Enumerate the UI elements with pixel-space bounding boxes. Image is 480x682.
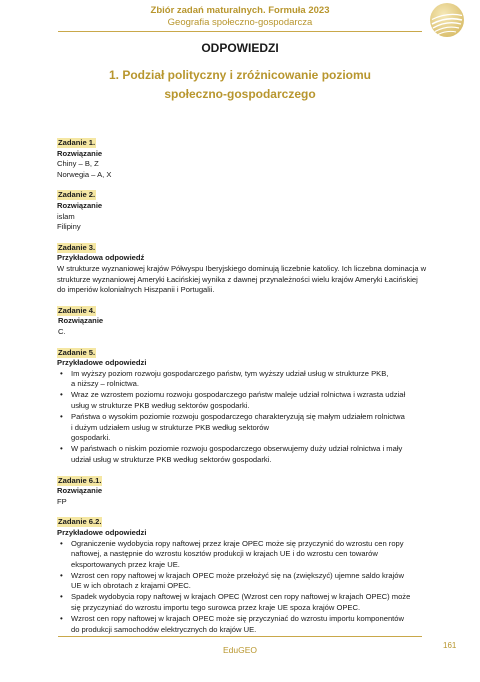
bullet-line: • Spadek wydobycia ropy naftowej w krajach OPEC (Wzrost cen ropy naftowej w krajach OPEC) może xyxy=(71,592,411,602)
section-title-line-1: 1. Podział polityczny i zróżnicowanie poziomu xyxy=(108,68,372,82)
bullet-line: • W państwach o niskim poziomie rozwoju gospodarczego obserwujemy duży udział rolnictwa i mały xyxy=(71,444,403,454)
bullet-item xyxy=(57,571,427,592)
bullet-line: UE w ich obrotach z krajami OPEC. xyxy=(71,581,191,591)
header-title: Zbiór zadań maturalnych. Formuła 2023 xyxy=(150,5,330,16)
page-header xyxy=(0,0,480,40)
bullet-line: eksportowanych przez kraje UE. xyxy=(71,559,180,569)
task-label: Zadanie 2. xyxy=(58,190,96,200)
bullet-item xyxy=(57,412,427,444)
task-3 xyxy=(57,243,427,296)
answer-line: FP xyxy=(57,496,67,506)
bullet-line: • Im wyższy poziom rozwoju gospodarczego państw, tym wyższy udział usług w strukturze PKB, xyxy=(71,368,389,378)
answer-line: islam xyxy=(57,211,75,221)
footer-divider xyxy=(58,636,422,637)
task-label: Zadanie 4. xyxy=(58,305,96,315)
section-title-line-2: społeczno-gospodarczego xyxy=(164,87,316,101)
answer-line: Chiny – B, Z xyxy=(57,159,99,169)
bullet-line: gospodarki. xyxy=(71,433,111,443)
section-title xyxy=(60,66,420,104)
bullet-line: naftowej, a następnie do wzrostu kosztów produkcji w krajach UE i do wzrostu cen towarów xyxy=(71,549,378,559)
task-1 xyxy=(57,138,427,180)
bullet-item xyxy=(57,369,427,390)
bullet-line: • Ograniczenie wydobycia ropy naftowej przez kraje OPEC może się przyczynić do wzrostu cen ropy xyxy=(71,538,404,548)
answer-line: C. xyxy=(58,326,66,336)
task-subheading: Rozwiązanie xyxy=(57,200,103,210)
task-subheading: Rozwiązanie xyxy=(57,486,103,496)
bullet-item xyxy=(57,390,427,411)
task-4 xyxy=(57,306,427,338)
bullet-item xyxy=(57,444,427,465)
bullet-item xyxy=(57,592,427,613)
header-subtitle: Geografia społeczno-gospodarcza xyxy=(167,17,313,28)
task-6-1 xyxy=(57,476,427,508)
answer-line: Filipiny xyxy=(57,222,81,232)
bullet-line: • Państwa o wysokim poziomie rozwoju gospodarczego charakteryzują się małym udziałem rolnictwa xyxy=(71,412,405,422)
task-6-2 xyxy=(57,517,427,635)
bullet-line: udział usług w strukturze PKB według sektorów gospodarki. xyxy=(71,454,272,464)
answer-bullet-list xyxy=(57,369,427,466)
task-label: Zadanie 3. xyxy=(58,242,96,252)
task-subheading: Rozwiązanie xyxy=(57,148,103,158)
bullet-line: usług w strukturze PKB według sektorów gospodarki. xyxy=(71,400,250,410)
bullet-line: a niższy – rolnictwa. xyxy=(71,379,139,389)
bullet-item xyxy=(57,614,427,635)
answer-bullet-list xyxy=(57,539,427,636)
task-5 xyxy=(57,348,427,466)
publisher-logo-icon xyxy=(429,2,465,38)
task-label: Zadanie 1. xyxy=(58,138,96,147)
page-number: 161 xyxy=(443,641,457,650)
task-subheading: Przykładowa odpowiedź xyxy=(57,253,145,263)
bullet-line: • Wraz ze wzrostem poziomu rozwoju gospodarczego państw maleje udział rolnictwa i wzrasta udział xyxy=(71,390,406,400)
task-subheading: Przykładowe odpowiedzi xyxy=(57,527,147,537)
answer-line: Norwegia – A, X xyxy=(57,169,112,179)
bullet-line: się przyczyniać do wzrostu importu tego surowca przez kraje UE spoza krajów OPEC. xyxy=(71,603,361,613)
bullet-item xyxy=(57,539,427,571)
task-2 xyxy=(57,190,427,232)
task-label: Zadanie 6.2. xyxy=(58,517,102,527)
bullet-line: • Wzrost cen ropy naftowej w krajach OPEC może przełożyć się na (zwiększyć) ujemne saldo krajów xyxy=(71,570,404,580)
page-heading: ODPOWIEDZI xyxy=(201,41,279,55)
answer-paragraph: W strukturze wyznaniowej krajów Półwyspu Iberyjskiego dominują liczebnie katolicy. Ich liczebna dominacja w strukturze wyznaniowej Ameryki Łacińskiej wynika z dawnej przynależności wielu krajów Ameryki Łacińskiej do imperiów kolonialnych Hiszpanii i Portugalii. xyxy=(57,263,427,295)
answers-content xyxy=(57,138,427,645)
footer-brand: EduGEO xyxy=(222,645,258,655)
bullet-line: do produkcji samochodów elektrycznych do krajów UE. xyxy=(71,624,257,634)
bullet-line: • Wzrost cen ropy naftowej w krajach OPEC może się przyczyniać do wzrostu importu komponentów xyxy=(71,614,404,624)
task-subheading: Przykładowe odpowiedzi xyxy=(57,358,147,368)
bullet-line: i dużym udziałem usług w strukturze PKB według sektorów xyxy=(71,422,269,432)
task-label: Zadanie 6.1. xyxy=(58,475,102,485)
task-subheading: Rozwiązanie xyxy=(58,316,104,326)
header-divider xyxy=(58,31,422,32)
task-label: Zadanie 5. xyxy=(58,347,96,357)
